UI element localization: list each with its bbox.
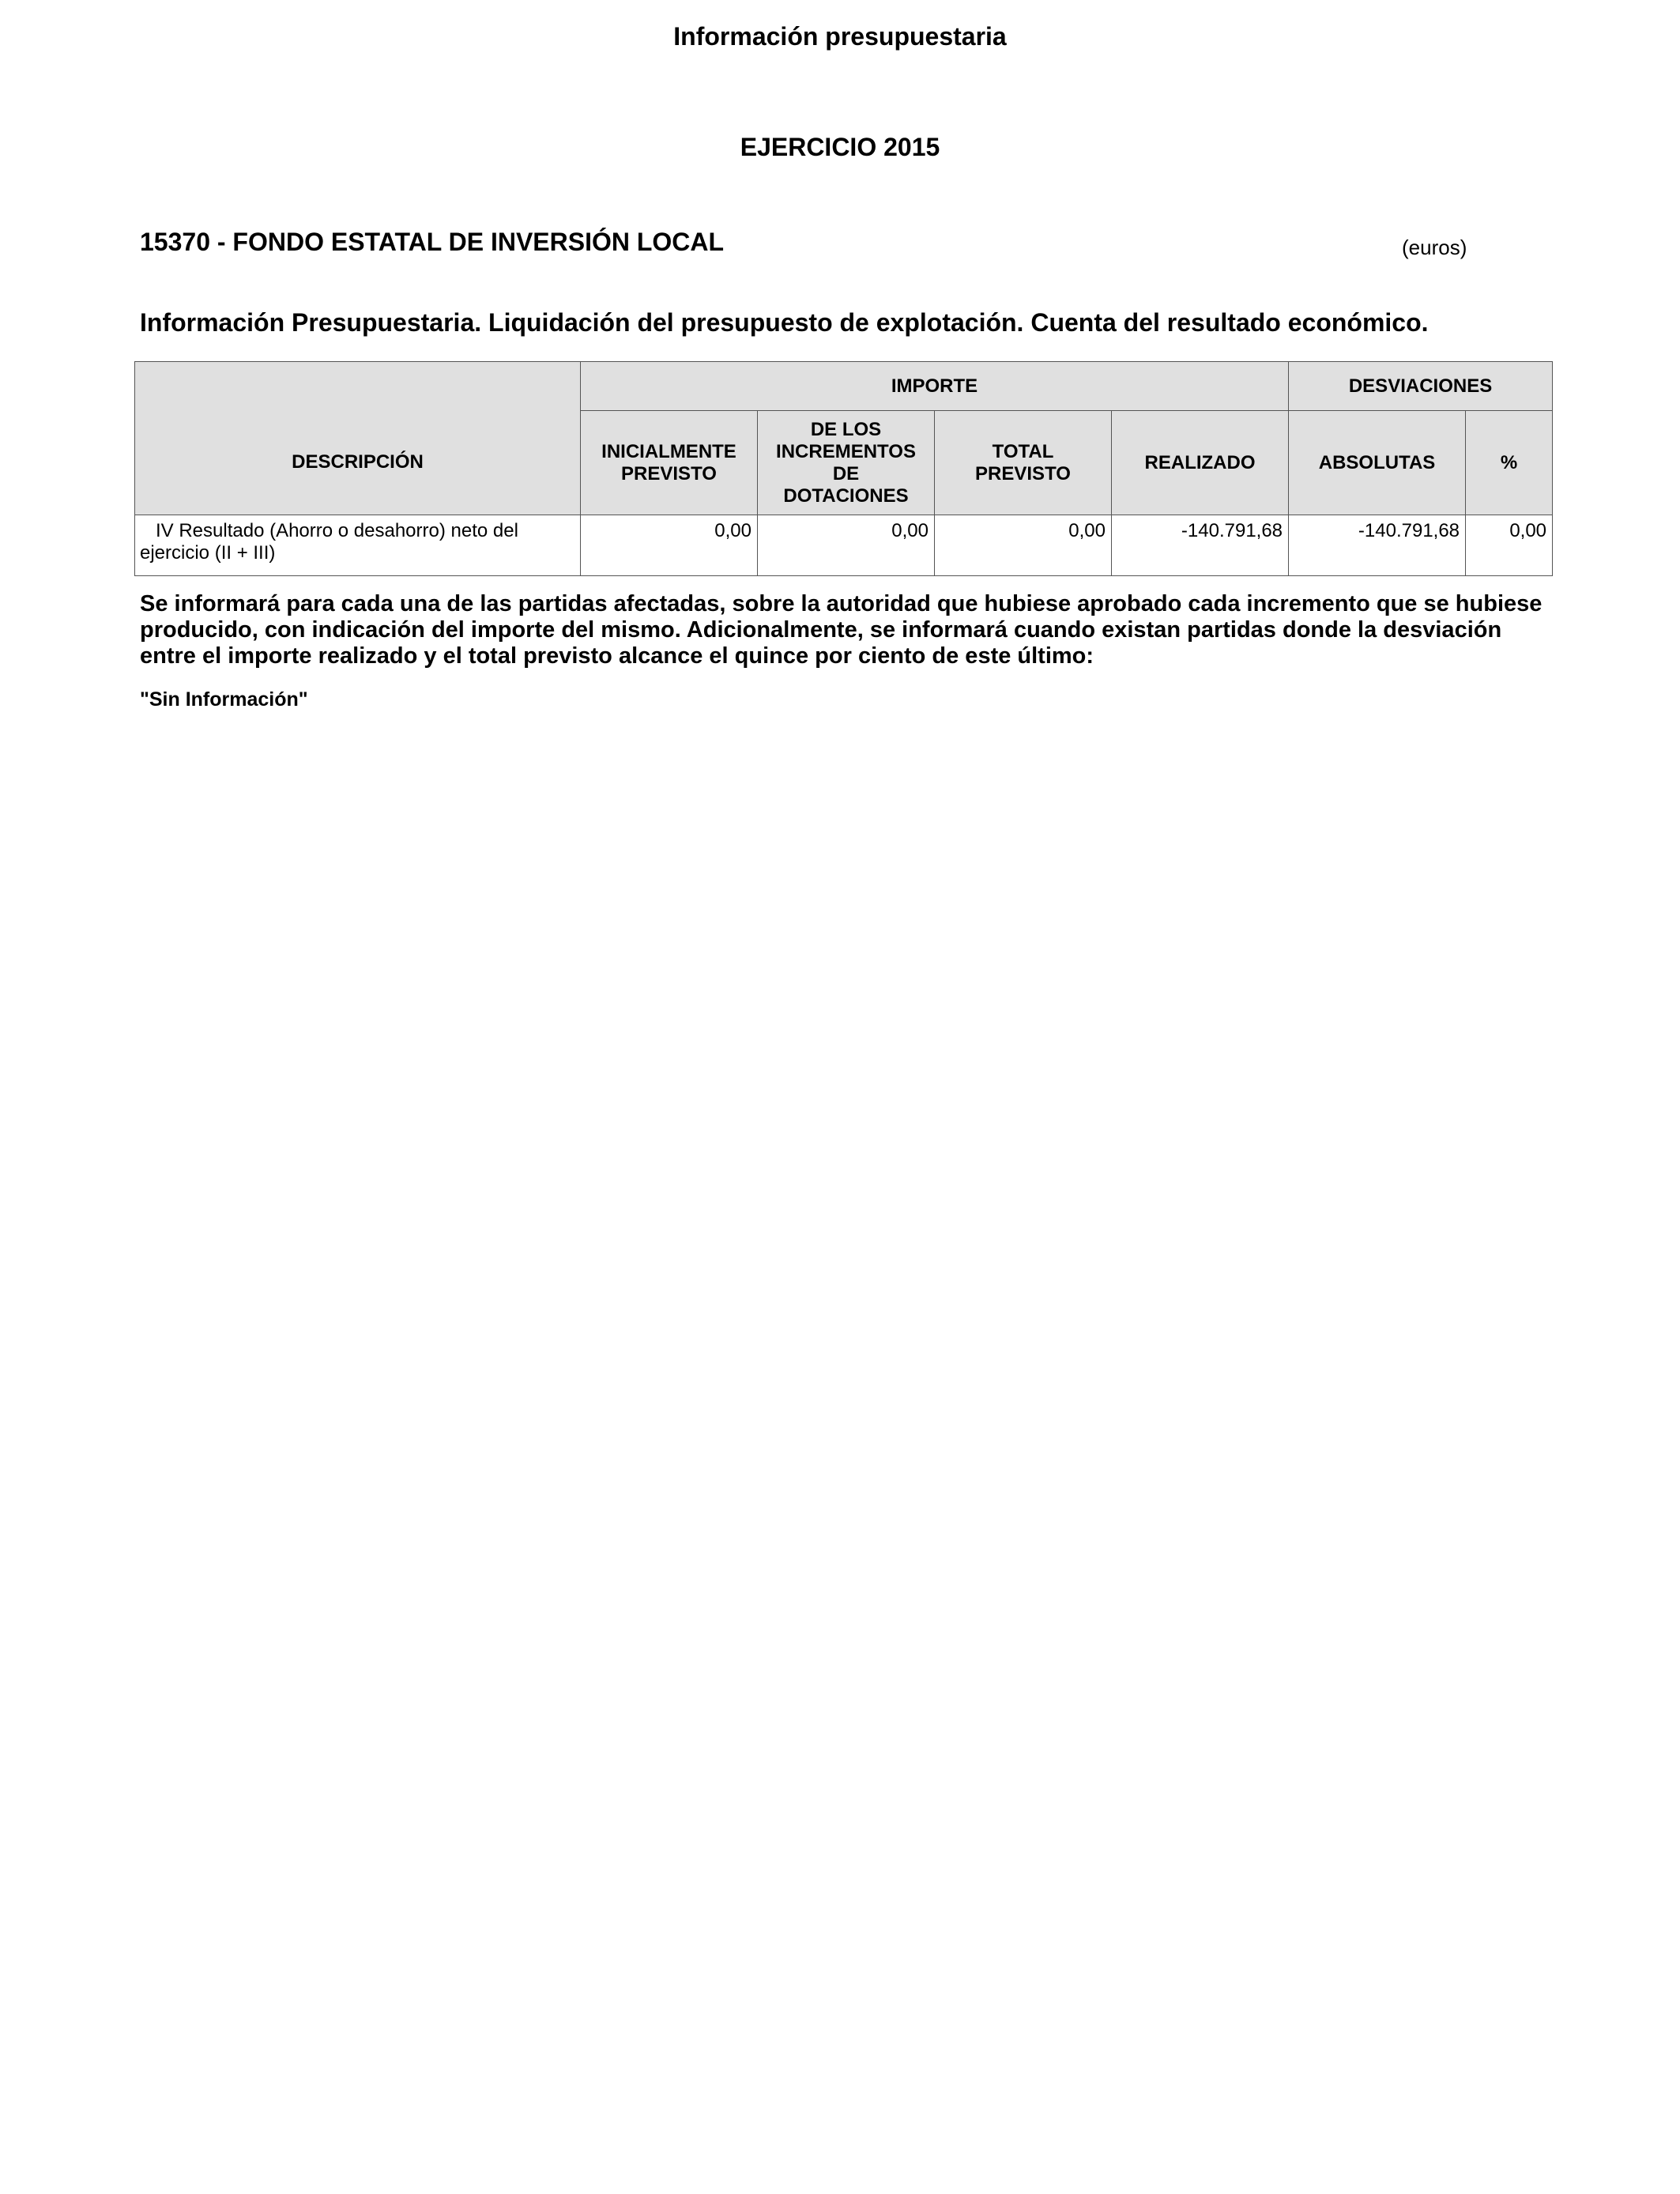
table-header-row-groups [135, 362, 1553, 411]
cell-descripcion-text: IV Resultado (Ahorro o desahorro) neto del ejercicio (II + III) [140, 520, 518, 564]
cell-realizado: -140.791,68 [1112, 515, 1289, 576]
entity-title: 15370 - FONDO ESTATAL DE INVERSIÓN LOCAL [140, 228, 725, 256]
column-header-incrementos-line1: DE LOS [810, 418, 882, 440]
table-row [135, 515, 1553, 576]
column-header-total-previsto: TOTAL PREVISTO [935, 411, 1112, 515]
column-header-incrementos [758, 411, 935, 515]
cell-porcentaje: 0,00 [1466, 515, 1553, 576]
no-information-label: "Sin Información" [140, 688, 308, 711]
column-header-absolutas: ABSOLUTAS [1289, 411, 1466, 515]
cell-incrementos: 0,00 [758, 515, 935, 576]
group-header-importe: IMPORTE [581, 362, 1289, 411]
cell-descripcion [135, 515, 581, 576]
budget-table [134, 361, 1553, 576]
column-header-descripcion: DESCRIPCIÓN [135, 362, 581, 515]
deviation-note: Se informará para cada una de las partidas afectadas, sobre la autoridad que hubiese aprobado cada incremento que se hubiese producido, con indicación del importe del mismo. Adicionalmente, se informará cuando existan partidas donde la desviación entre el importe realizado y el total previsto alcance el quince por ciento de este último: [140, 591, 1543, 669]
currency-units: (euros) [1402, 236, 1467, 259]
page-header-title: Información presupuestaria [673, 22, 1007, 51]
column-header-incrementos-line4: DOTACIONES [783, 484, 909, 507]
column-header-incrementos-line2: INCREMENTOS [776, 440, 916, 462]
cell-total-previsto: 0,00 [935, 515, 1112, 576]
group-header-desviaciones: DESVIACIONES [1289, 362, 1553, 411]
column-header-porcentaje: % [1466, 411, 1553, 515]
column-header-incrementos-line3: DE [832, 462, 860, 484]
cell-absolutas: -140.791,68 [1289, 515, 1466, 576]
cell-inicialmente-previsto: 0,00 [581, 515, 758, 576]
section-title: Información Presupuestaria. Liquidación del presupuesto de explotación. Cuenta del resultado económico. [140, 308, 1429, 337]
column-header-realizado: REALIZADO [1112, 411, 1289, 515]
exercise-year: EJERCICIO 2015 [740, 133, 940, 161]
column-header-inicialmente-previsto: INICIALMENTE PREVISTO [581, 411, 758, 515]
